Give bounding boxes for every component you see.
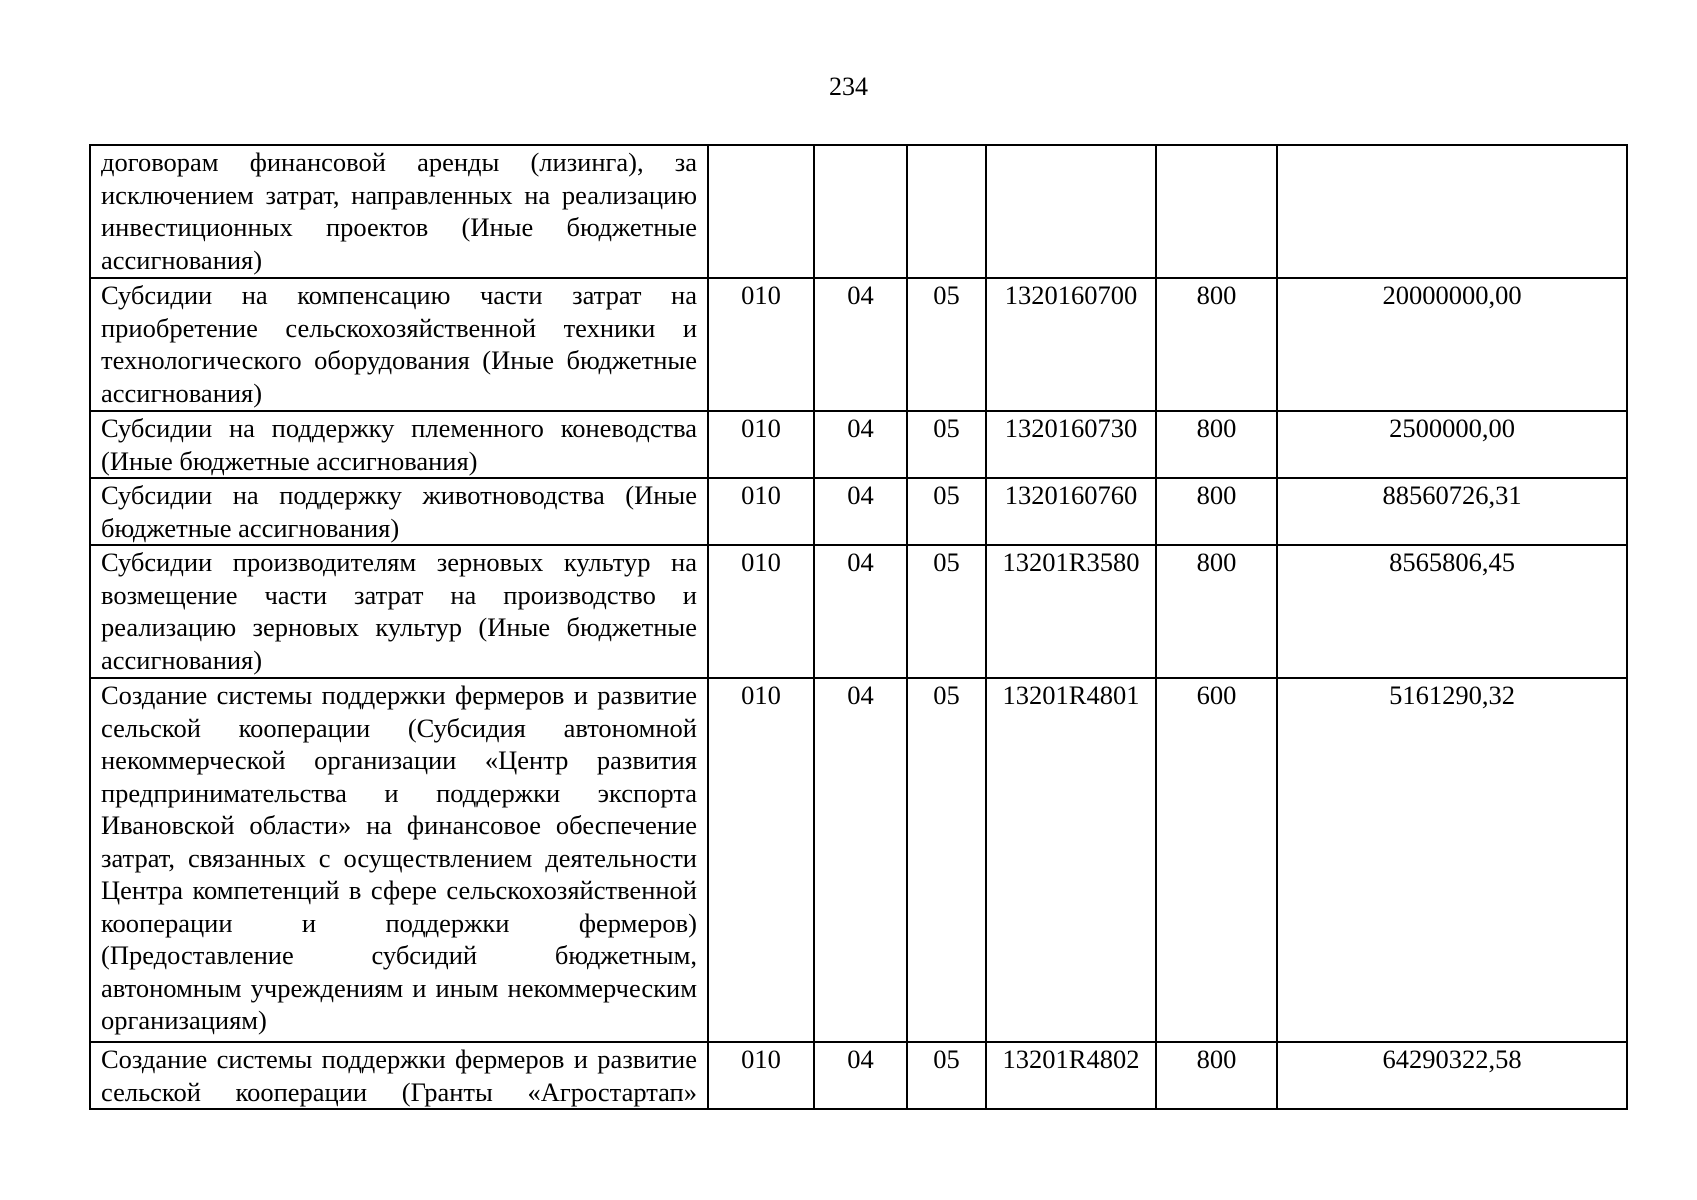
target-article-cell: 1320160730 [986, 411, 1156, 478]
target-article-cell: 13201R4802 [986, 1042, 1156, 1109]
ministry-code-cell: 010 [708, 478, 814, 545]
table-row [90, 278, 1627, 411]
ministry-code-cell: 010 [708, 678, 814, 1042]
section-code-cell: 04 [814, 545, 907, 678]
row-description: Субсидии производителям зерновых культур на возмещение части затрат на производство и реализацию зерновых культур (Иные бюджетные ассигнования) [90, 545, 708, 678]
amount-cell: 5161290,32 [1277, 678, 1627, 1042]
target-article-cell: 1320160700 [986, 278, 1156, 411]
table-row [90, 411, 1627, 478]
subsection-code-cell: 05 [907, 478, 986, 545]
row-description: Субсидии на поддержку животноводства (Иные бюджетные ассигнования) [90, 478, 708, 545]
target-article-cell: 13201R3580 [986, 545, 1156, 678]
table-row [90, 145, 1627, 278]
target-article-cell [986, 145, 1156, 278]
table-row [90, 1042, 1627, 1109]
target-article-cell: 13201R4801 [986, 678, 1156, 1042]
subsection-code-cell: 05 [907, 411, 986, 478]
row-description: Создание системы поддержки фермеров и развитие сельской кооперации (Субсидия автономной некоммерческой организации «Центр развития предпринимательства и поддержки экспорта Ивановской области» на финансовое обеспечение затрат, связанных с осуществлением деятельности Центра компетенций в сфере сельскохозяйственной кооперации и поддержки фермеров) (Предоставление субсидий бюджетным, автономным учреждениям и иным некоммерческим организациям) [90, 678, 708, 1042]
expense-type-cell: 800 [1156, 545, 1277, 678]
expense-type-cell: 800 [1156, 1042, 1277, 1109]
section-code-cell: 04 [814, 1042, 907, 1109]
row-description: Создание системы поддержки фермеров и развитие сельской кооперации (Гранты «Агростартап» [90, 1042, 708, 1109]
ministry-code-cell [708, 145, 814, 278]
amount-cell: 20000000,00 [1277, 278, 1627, 411]
table-row [90, 678, 1627, 1042]
row-description: Субсидии на поддержку племенного коневодства (Иные бюджетные ассигнования) [90, 411, 708, 478]
subsection-code-cell: 05 [907, 1042, 986, 1109]
row-description: договорам финансовой аренды (лизинга), за исключением затрат, направленных на реализацию инвестиционных проектов (Иные бюджетные ассигнования) [90, 145, 708, 278]
section-code-cell: 04 [814, 411, 907, 478]
amount-cell: 64290322,58 [1277, 1042, 1627, 1109]
section-code-cell [814, 145, 907, 278]
expense-type-cell: 800 [1156, 411, 1277, 478]
table-row [90, 478, 1627, 545]
subsection-code-cell: 05 [907, 278, 986, 411]
budget-table [89, 144, 1628, 1110]
amount-cell: 8565806,45 [1277, 545, 1627, 678]
amount-cell: 2500000,00 [1277, 411, 1627, 478]
section-code-cell: 04 [814, 678, 907, 1042]
section-code-cell: 04 [814, 278, 907, 411]
target-article-cell: 1320160760 [986, 478, 1156, 545]
section-code-cell: 04 [814, 478, 907, 545]
expense-type-cell: 800 [1156, 478, 1277, 545]
expense-type-cell: 800 [1156, 278, 1277, 411]
ministry-code-cell: 010 [708, 278, 814, 411]
expense-type-cell [1156, 145, 1277, 278]
row-description: Субсидии на компенсацию части затрат на приобретение сельскохозяйственной техники и технологического оборудования (Иные бюджетные ассигнования) [90, 278, 708, 411]
subsection-code-cell: 05 [907, 678, 986, 1042]
table-row [90, 545, 1627, 678]
expense-type-cell: 600 [1156, 678, 1277, 1042]
amount-cell [1277, 145, 1627, 278]
page-number: 234 [829, 72, 868, 101]
ministry-code-cell: 010 [708, 411, 814, 478]
subsection-code-cell [907, 145, 986, 278]
amount-cell: 88560726,31 [1277, 478, 1627, 545]
subsection-code-cell: 05 [907, 545, 986, 678]
ministry-code-cell: 010 [708, 545, 814, 678]
ministry-code-cell: 010 [708, 1042, 814, 1109]
